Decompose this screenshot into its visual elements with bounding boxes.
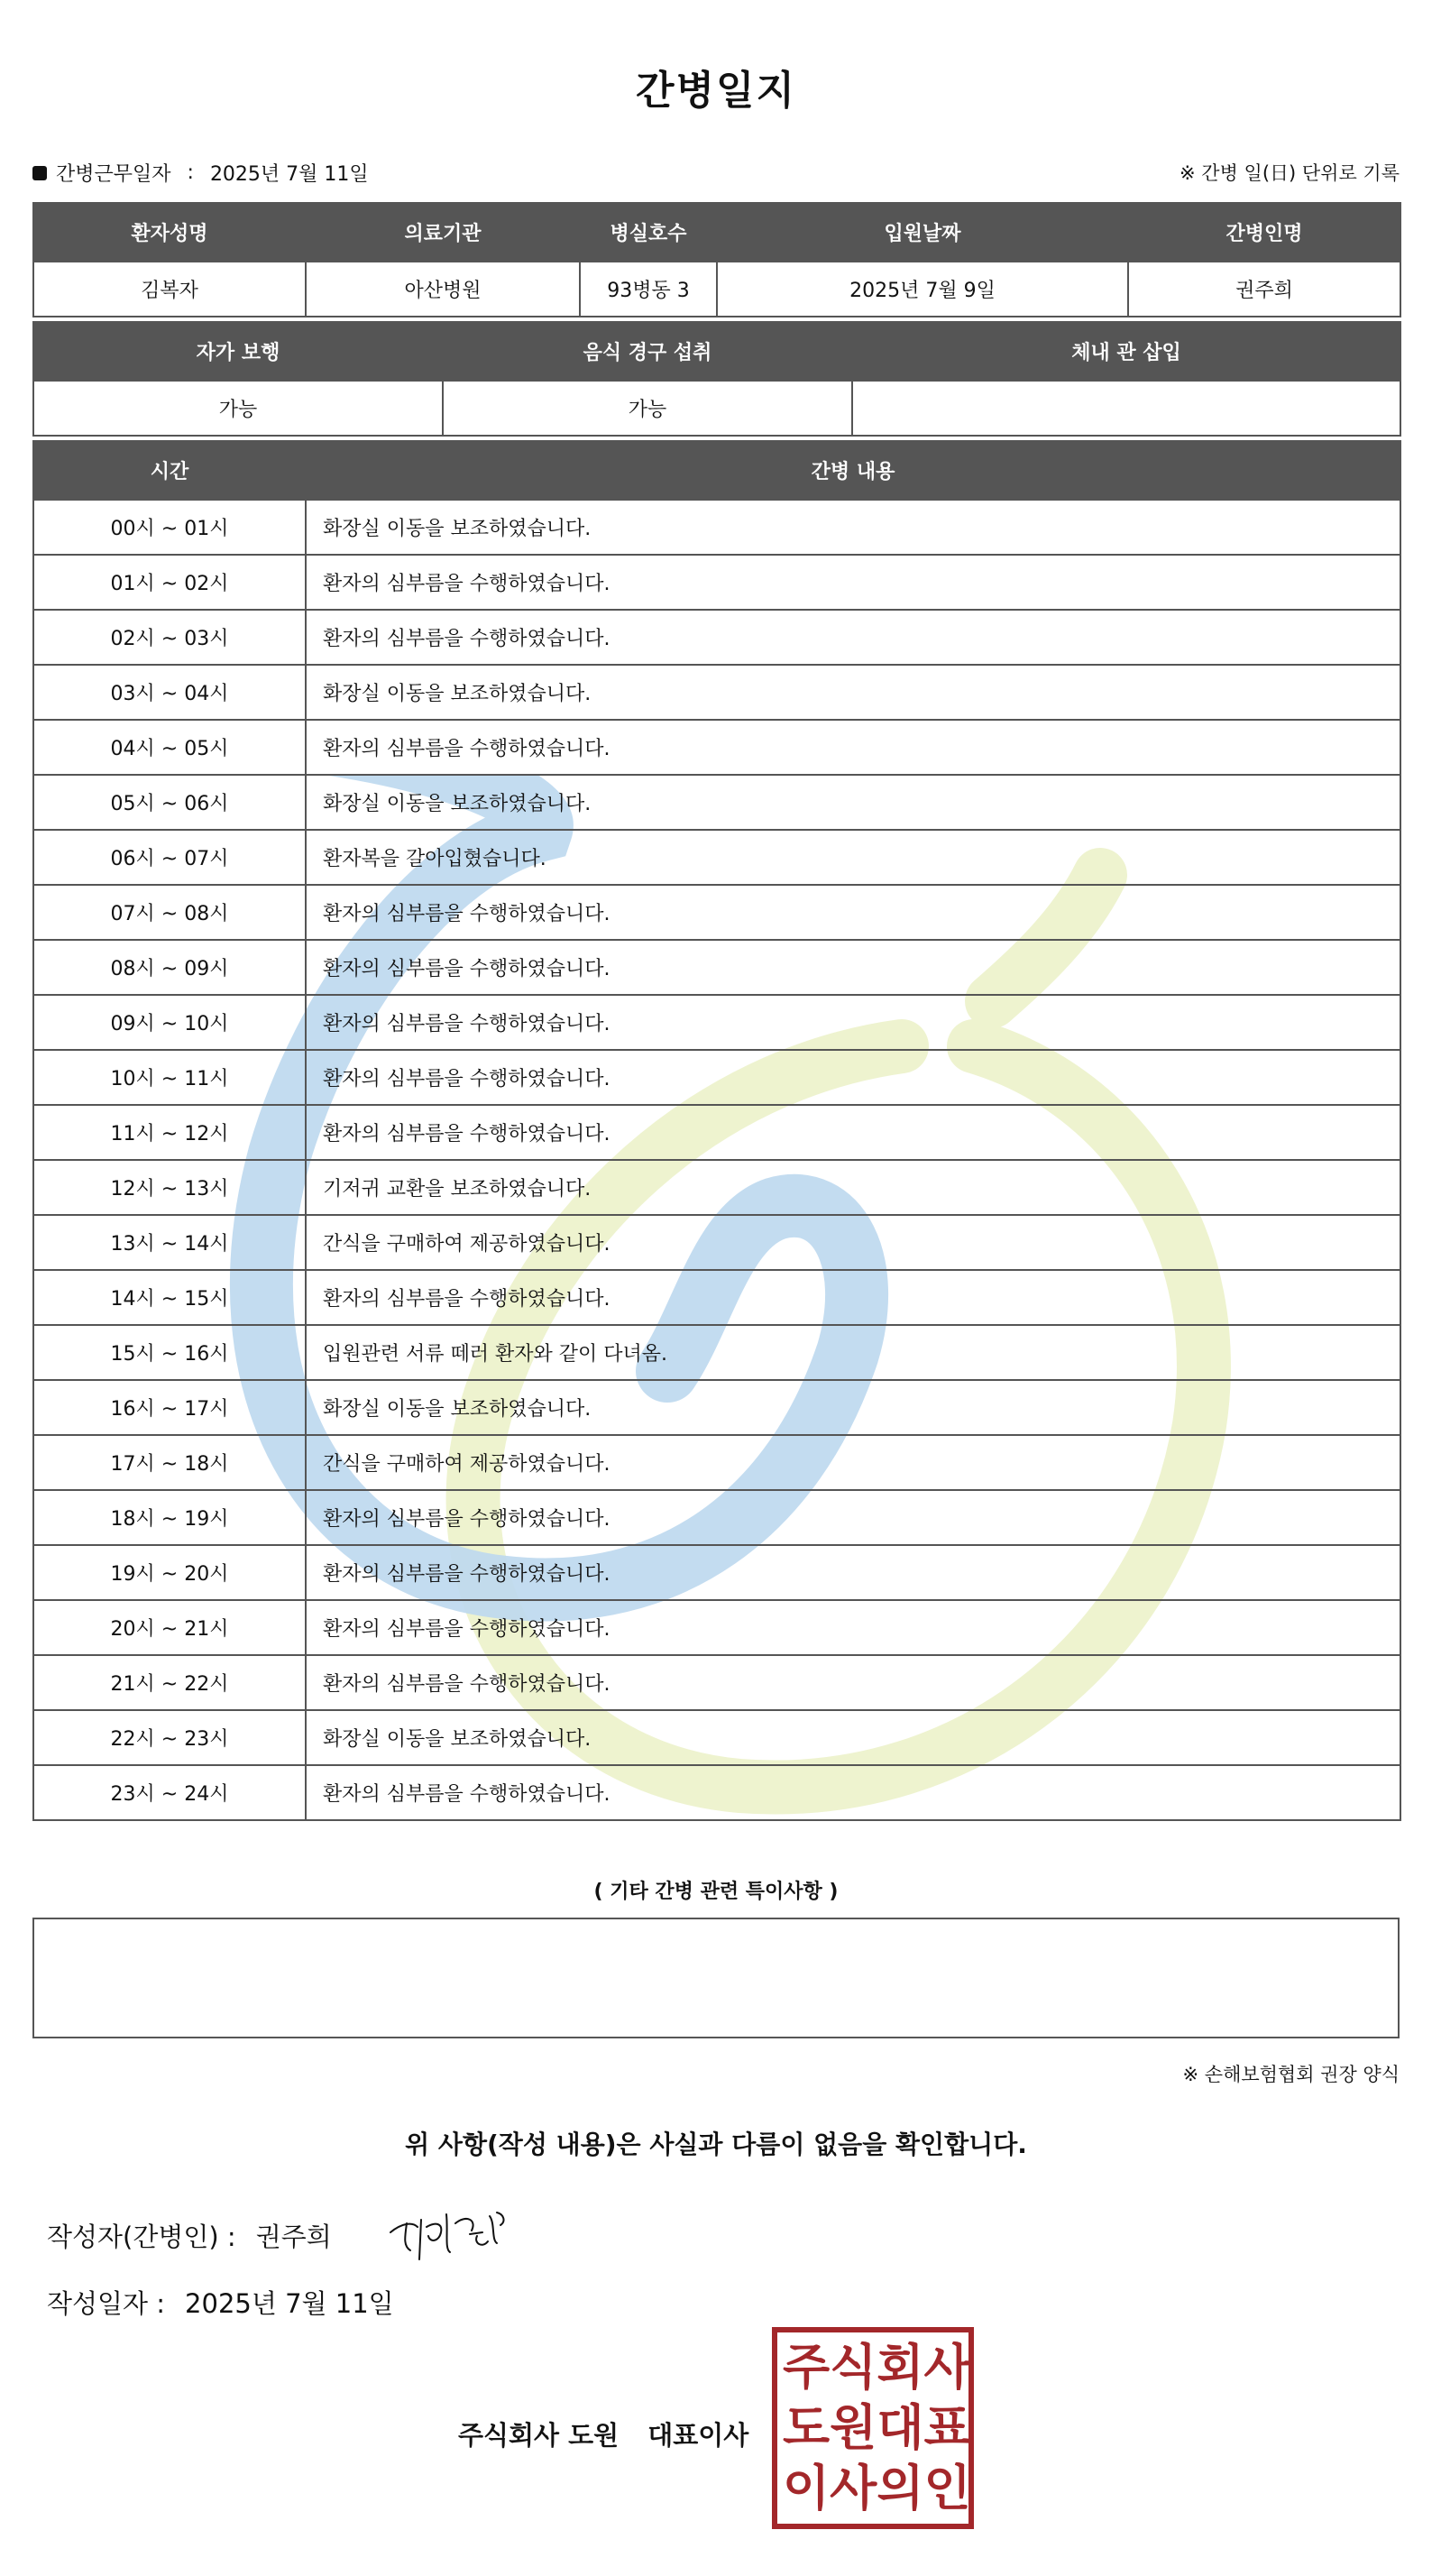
header-room: 병실호수: [580, 203, 717, 262]
care-log-row: [33, 555, 1400, 610]
care-log-time: 02시 ~ 03시: [33, 610, 306, 665]
care-log-time: 04시 ~ 05시: [33, 720, 306, 775]
care-log-time: 22시 ~ 23시: [33, 1710, 306, 1765]
care-log-content: 환자의 심부름을 수행하였습니다.: [306, 885, 1400, 940]
patient-info-table: [32, 202, 1401, 317]
care-log-row: [33, 995, 1400, 1050]
care-log-content: 환자의 심부름을 수행하였습니다.: [306, 1655, 1400, 1710]
care-log-content: 화장실 이동을 보조하였습니다.: [306, 500, 1400, 555]
written-date-label: 작성일자 :: [47, 2288, 166, 2319]
care-log-content: 환자의 심부름을 수행하였습니다.: [306, 720, 1400, 775]
care-log-content: 입원관련 서류 떼러 환자와 같이 다녀옴.: [306, 1325, 1400, 1380]
care-log-time: 12시 ~ 13시: [33, 1160, 306, 1215]
care-log-time: 15시 ~ 16시: [33, 1325, 306, 1380]
care-log-row: [33, 1050, 1400, 1105]
care-log-row: [33, 1655, 1400, 1710]
seal-character: 의: [877, 2459, 924, 2516]
care-log-content: 간식을 구매하여 제공하였습니다.: [306, 1215, 1400, 1270]
written-date-line: [47, 2284, 394, 2321]
care-log-content: 환자의 심부름을 수행하였습니다.: [306, 555, 1400, 610]
header-hospital: 의료기관: [306, 203, 580, 262]
care-log-content: 환자의 심부름을 수행하였습니다.: [306, 1270, 1400, 1325]
seal-character: 사: [923, 2339, 971, 2397]
care-log-row: [33, 665, 1400, 720]
care-log-content: 화장실 이동을 보조하였습니다.: [306, 665, 1400, 720]
care-log-content: 환자복을 갈아입혔습니다.: [306, 830, 1400, 885]
care-log-row: [33, 720, 1400, 775]
work-date-line: [32, 159, 369, 187]
care-log-content: 화장실 이동을 보조하였습니다.: [306, 775, 1400, 830]
care-log-row: [33, 1600, 1400, 1655]
care-log-time: 20시 ~ 21시: [33, 1600, 306, 1655]
care-log-row: [33, 885, 1400, 940]
care-log-row: [33, 1105, 1400, 1160]
seal-character: 이: [783, 2459, 831, 2516]
patient-status-table: [32, 321, 1401, 437]
seal-character: 원: [830, 2398, 877, 2456]
form-note: ※ 손해보험협회 권장 양식: [1182, 2064, 1400, 2085]
care-log-row: [33, 775, 1400, 830]
oral-intake-status: 가능: [443, 381, 852, 436]
care-log-time: 13시 ~ 14시: [33, 1215, 306, 1270]
care-log-time: 16시 ~ 17시: [33, 1380, 306, 1435]
header-tube-insertion: 체내 관 삽입: [852, 322, 1400, 381]
work-date-separator: :: [187, 161, 194, 184]
care-log-row: [33, 500, 1400, 555]
care-log-time: 08시 ~ 09시: [33, 940, 306, 995]
admission-date: 2025년 7월 9일: [717, 262, 1128, 317]
care-log-row: [33, 1325, 1400, 1380]
care-log-time: 09시 ~ 10시: [33, 995, 306, 1050]
seal-character: 사: [830, 2459, 877, 2516]
patient-name: 김복자: [33, 262, 306, 317]
seal-character: 주: [783, 2339, 831, 2397]
care-log-table: [32, 440, 1401, 1821]
seal-character: 도: [783, 2398, 831, 2456]
care-log-row: [33, 830, 1400, 885]
ceo-title: 대표이사: [647, 2420, 749, 2451]
header-caregiver-name: 간병인명: [1128, 203, 1400, 262]
care-log-content: 환자의 심부름을 수행하였습니다.: [306, 610, 1400, 665]
care-log-content: 환자의 심부름을 수행하였습니다.: [306, 1545, 1400, 1600]
seal-character: 표: [923, 2398, 971, 2456]
work-date-label: 간병근무일자: [56, 163, 171, 186]
care-log-row: [33, 1710, 1400, 1765]
care-log-content: 간식을 구매하여 제공하였습니다.: [306, 1435, 1400, 1490]
care-log-time: 03시 ~ 04시: [33, 665, 306, 720]
company-line: [458, 2415, 748, 2452]
header-patient-name: 환자성명: [33, 203, 306, 262]
care-log-time: 10시 ~ 11시: [33, 1050, 306, 1105]
seal-character: 인: [923, 2459, 971, 2516]
care-log-content: 환자의 심부름을 수행하였습니다.: [306, 940, 1400, 995]
handwritten-signature: [383, 2196, 519, 2268]
seal-character: 식: [830, 2339, 877, 2397]
company-name: 주식회사 도원: [458, 2420, 620, 2451]
care-log-content: 환자의 심부름을 수행하였습니다.: [306, 1765, 1400, 1820]
bullet-square-icon: [32, 166, 47, 180]
writer-name: 권주희: [255, 2222, 332, 2252]
writer-line: [47, 2217, 332, 2254]
care-log-time: 05시 ~ 06시: [33, 775, 306, 830]
care-log-row: [33, 1160, 1400, 1215]
care-log-time: 11시 ~ 12시: [33, 1105, 306, 1160]
care-log-time: 07시 ~ 08시: [33, 885, 306, 940]
care-log-time: 14시 ~ 15시: [33, 1270, 306, 1325]
care-log-time: 23시 ~ 24시: [33, 1765, 306, 1820]
seal-character: 회: [877, 2339, 924, 2397]
care-log-content: 환자의 심부름을 수행하였습니다.: [306, 995, 1400, 1050]
work-date-value: 2025년 7월 11일: [209, 163, 369, 186]
care-log-row: [33, 1765, 1400, 1820]
care-log-content: 화장실 이동을 보조하였습니다.: [306, 1380, 1400, 1435]
care-log-row: [33, 1270, 1400, 1325]
care-log-row: [33, 1380, 1400, 1435]
care-log-time: 06시 ~ 07시: [33, 830, 306, 885]
care-log-row: [33, 1435, 1400, 1490]
care-log-content: 환자의 심부름을 수행하였습니다.: [306, 1600, 1400, 1655]
care-log-content: 환자의 심부름을 수행하였습니다.: [306, 1105, 1400, 1160]
header-oral-intake: 음식 경구 섭취: [443, 322, 852, 381]
care-log-row: [33, 610, 1400, 665]
unit-note: ※ 간병 일(日) 단위로 기록: [1180, 162, 1400, 184]
care-log-time: 00시 ~ 01시: [33, 500, 306, 555]
writer-label: 작성자(간병인) :: [47, 2222, 236, 2252]
page-title: 간병일지: [635, 68, 796, 114]
care-log-row: [33, 1215, 1400, 1270]
walking-status: 가능: [33, 381, 443, 436]
hospital-name: 아산병원: [306, 262, 580, 317]
care-log-time: 18시 ~ 19시: [33, 1490, 306, 1545]
written-date: 2025년 7월 11일: [185, 2288, 394, 2319]
seal-character: 대: [877, 2398, 924, 2456]
company-seal-stamp: [772, 2327, 974, 2529]
header-time: 시간: [33, 441, 306, 500]
care-log-row: [33, 1490, 1400, 1545]
caregiver-name: 권주희: [1128, 262, 1400, 317]
care-log-content: 화장실 이동을 보조하였습니다.: [306, 1710, 1400, 1765]
care-log-row: [33, 1545, 1400, 1600]
care-log-content: 환자의 심부름을 수행하였습니다.: [306, 1490, 1400, 1545]
special-notes-title: ( 기타 간병 관련 특이사항 ): [593, 1881, 839, 1903]
care-log-row: [33, 940, 1400, 995]
care-log-time: 21시 ~ 22시: [33, 1655, 306, 1710]
care-log-time: 17시 ~ 18시: [33, 1435, 306, 1490]
room-number: 93병동 3: [580, 262, 717, 317]
header-admission-date: 입원날짜: [717, 203, 1128, 262]
care-log-content: 기저귀 교환을 보조하였습니다.: [306, 1160, 1400, 1215]
special-notes-box: [32, 1918, 1400, 2038]
header-walking: 자가 보행: [33, 322, 443, 381]
care-log-content: 환자의 심부름을 수행하였습니다.: [306, 1050, 1400, 1105]
header-care-content: 간병 내용: [306, 441, 1400, 500]
care-log-time: 01시 ~ 02시: [33, 555, 306, 610]
care-log-time: 19시 ~ 20시: [33, 1545, 306, 1600]
tube-insertion-status: [852, 381, 1400, 436]
confirmation-statement: 위 사항(작성 내용)은 사실과 다름이 없음을 확인합니다.: [405, 2130, 1027, 2159]
